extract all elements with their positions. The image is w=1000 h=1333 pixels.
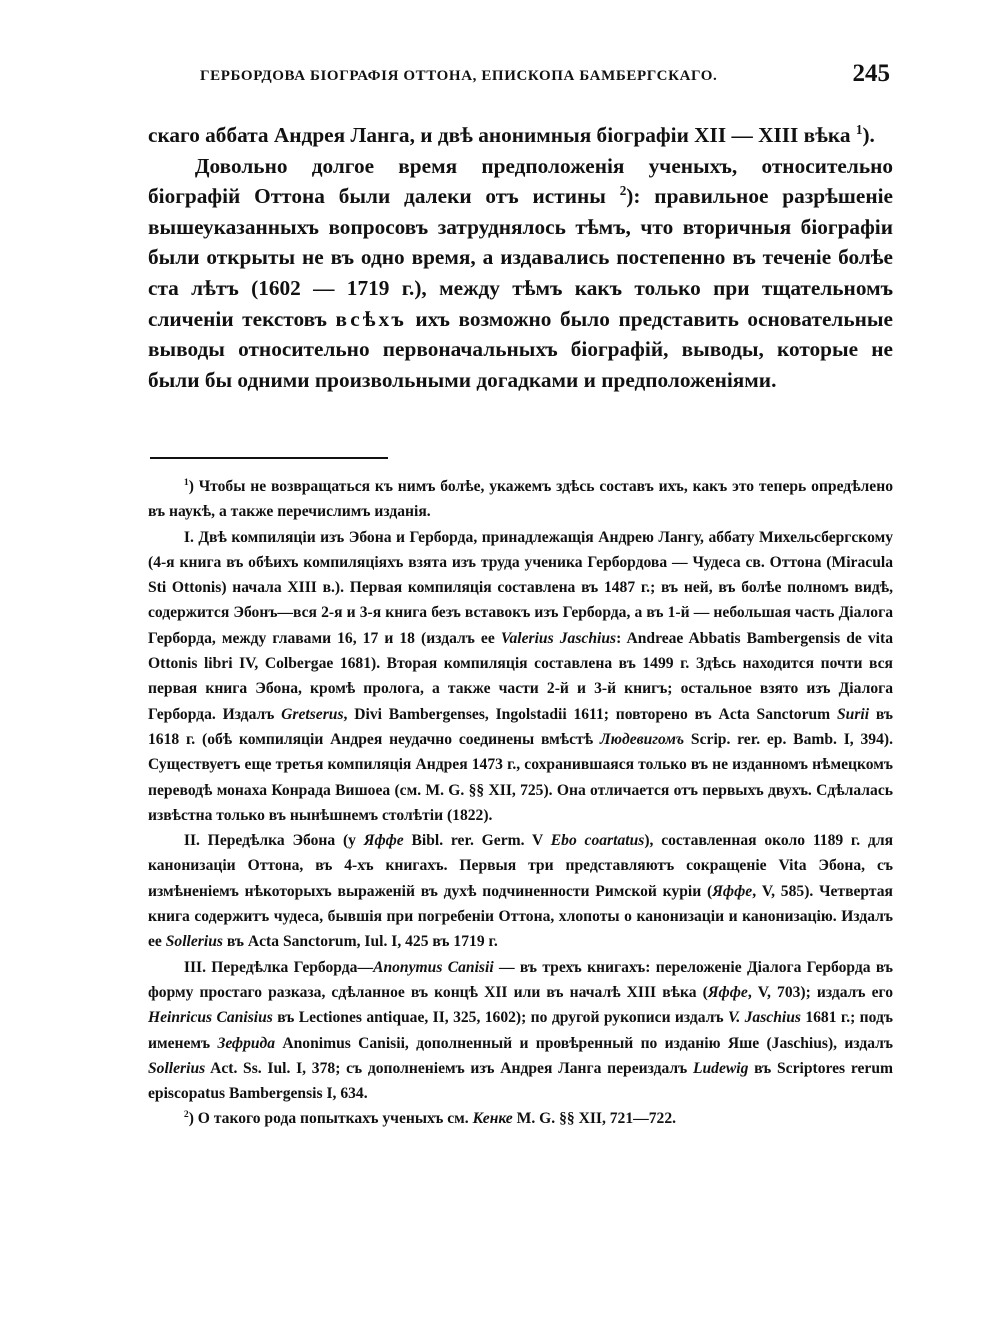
main-text (148, 120, 893, 395)
section-3-italic: Anonymus Canisii (373, 958, 494, 976)
footnote-1 (148, 474, 893, 525)
section-3-text: , V, 703); издалъ его (747, 983, 893, 1001)
section-2-text: II. Передѣлка Эбона (у (183, 832, 364, 850)
section-2-italic: Ebo coartatus (550, 832, 645, 850)
section-1-italic: Людевигомъ (599, 730, 685, 748)
section-1-italic: Valerius Jaschius (500, 629, 617, 647)
section-2-italic: Яффе (712, 882, 753, 900)
footnote-1-text: ) Чтобы не возвращаться къ нимъ болѣе, укажемъ здѣсь составъ ихъ, какъ это теперь опредѣлено въ наукѣ, а также перечислимъ изданія. (148, 478, 893, 521)
running-head (150, 60, 890, 94)
section-3-text: Anonimus Canisii, дополненный и провѣренный по изданію Яше (Jaschius), издалъ (275, 1034, 893, 1052)
section-2-text: ), составленная около 1189 г. для канонизаціи Оттона, въ 4-хъ книгахъ. Первыя три представляютъ сокращеніе Vita Эбона, съ измѣненіемъ нѣкоторыхъ выраженій въ духѣ подчиненности Римской куріи ( (148, 832, 894, 900)
section-3-italic: V. Jaschius (727, 1009, 801, 1027)
footnote-2-tail: M. G. §§ XII, 721—722. (512, 1110, 677, 1128)
paragraph-2 (148, 151, 893, 396)
paragraph-1-text: скаго аббата Андрея Ланга, и двѣ анонимныя біографіи XII — XIII вѣка (148, 123, 856, 147)
page-number: 245 (852, 60, 890, 87)
footnotes (148, 474, 893, 1132)
paragraph-1-tail: ). (862, 123, 875, 147)
section-2-italic: Яффе (363, 832, 404, 850)
footnote-divider (150, 457, 388, 459)
footnote-1-marker: 1 (183, 476, 189, 488)
section-3-text: — въ трехъ книгахъ: переложеніе Діалога Герборда въ форму простаго разказа, сдѣланное въ концѣ XII или въ началѣ XIII вѣка ( (148, 958, 893, 1001)
section-3-text: Act. Ss. Iul. I, 378; съ дополненіемъ изъ Андрея Ланга переиздалъ (205, 1059, 693, 1077)
paragraph-2-text: Довольно долгое время предположенія ученыхъ, относительно біографій Оттона были далеки отъ истины (148, 153, 893, 209)
section-3-italic: Sollerius (148, 1059, 206, 1077)
section-1-text: Scrip. rer. ep. Bamb. I, 394). Существуетъ еще третья компиляція Андрея 1473 г., сохранившаяся только въ не изданномъ нѣмецкомъ переводѣ монаха Конрада Вишоеа (см. M. G. §§ XII, 725). Она отличается отъ первыхъ двухъ. Сдѣлалась извѣстна только въ нынѣшнемъ столѣтіи (1822). (148, 730, 893, 824)
footnote-ref-2: 2 (619, 183, 627, 199)
footnote-2-italic: Кенке (472, 1110, 513, 1128)
section-3-italic: Зефрида (217, 1034, 276, 1052)
section-3-italic: Heinricus Canisius (148, 1009, 273, 1027)
section-3-text: 1681 г.; подъ именемъ (148, 1009, 893, 1052)
footnote-ref-1: 1 (855, 121, 863, 137)
footnote-section-3 (148, 955, 893, 1107)
footnote-section-1 (148, 525, 893, 829)
paragraph-2-cont: ): правильное разрѣшеніе вышеуказанныхъ вопросовъ затруднялось тѣмъ, что вторичныя біографіи были открыты не въ одно время, а издавались постепенно въ теченіе болѣе ста лѣтъ (1602 — 1719 г.), между тѣмъ какъ только при тщательномъ сличеніи текстовъ (148, 184, 894, 331)
section-1-text: въ 1618 г. (обѣ компиляціи Андрея неудачно соединены вмѣстѣ (148, 705, 893, 748)
section-2-italic: Sollerius (165, 933, 223, 951)
section-3-text: въ Lectiones antiquae, II, 325, 1602); по другой рукописи издалъ (272, 1009, 728, 1027)
section-2-text: , V, 585). Четвертая книга содержитъ чудеса, бывшія при погребеніи Оттона, хлопоты о канонизаціи и канонизацію. Издалъ ее (148, 882, 893, 951)
footnote-2-marker: 2 (183, 1109, 189, 1121)
section-1-text: I. Двѣ компиляціи изъ Эбона и Герборда, принадлежащія Андрею Лангу, аббату Михельсбергскому (4-я книга въ обѣихъ компиляціяхъ взята изъ труда ученика Гербордова — Чудеса св. Оттона (Miracula Sti Ottonis) начала XIII в.). Первая компиляція составлена въ 1487 г.; въ ней, въ болѣе полномъ видѣ, содержится Эбонъ—вся 2-я и 3-я книга безъ вставокъ изъ Герборда, а въ 1-й — небольшая часть Діалога Герборда, между главами 16, 17 и 18 (издалъ ее (148, 528, 893, 647)
section-2-text: въ Acta Sanctorum, Iul. I, 425 въ 1719 г. (222, 933, 498, 951)
section-3-text: въ Scriptores rerum episcopatus Bambergensis I, 634. (148, 1059, 893, 1103)
paragraph-2-tail: ихъ возможно было представить основательные выводы относительно первоначальныхъ біографій, выводы, которые не были бы одними произвольными догадками и предположеніями. (148, 306, 893, 392)
section-1-italic: Surii (836, 705, 870, 723)
footnote-2 (148, 1106, 893, 1131)
footnote-2-text: ) О такого рода попыткахъ ученыхъ см. (188, 1110, 473, 1128)
paragraph-1 (148, 120, 893, 151)
section-3-text: III. Передѣлка Герборда— (183, 958, 374, 976)
section-1-text: : Andreae Abbatis Bambergensis de vita Ottonis libri IV, Colbergae 1681). Вторая компиляція составлена въ 1499 г. Здѣсь находится почти вся первая книга Эбона, кромѣ пролога, а также части 2-й и 3-й книгъ; остальное взято изъ Діалога Герборда. Издалъ (148, 629, 893, 723)
section-1-italic: Gretserus (281, 705, 344, 723)
section-1-text: , Divi Bambergenses, Ingolstadii 1611; повторено въ Acta Sanctorum (343, 705, 837, 723)
section-2-text: Bibl. rer. Germ. V (403, 832, 551, 850)
running-title: ГЕРБОРДОВА БІОГРАФІЯ ОТТОНА, ЕПИСКОПА БАМБЕРГСКАГО. (200, 68, 718, 84)
section-3-italic: Яффе (707, 983, 748, 1001)
section-3-italic: Ludewig (692, 1059, 749, 1077)
spaced-word: всѣхъ (335, 306, 407, 331)
footnote-section-2 (148, 828, 893, 954)
